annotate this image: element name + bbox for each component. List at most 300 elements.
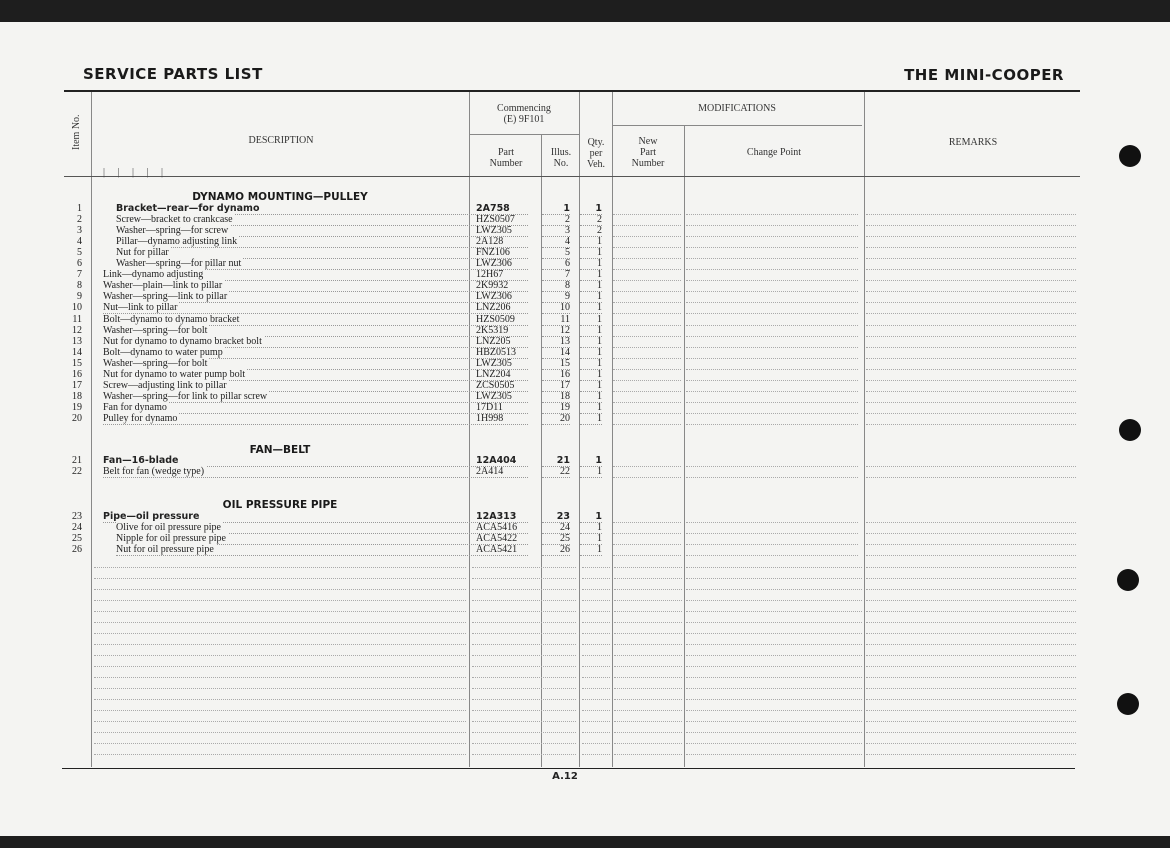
part-description: Olive for oil pressure pipe	[116, 522, 528, 534]
part-number: LNZ204	[476, 368, 511, 380]
table-row	[60, 380, 1080, 391]
table-row	[60, 533, 1080, 544]
part-number: LWZ305	[476, 390, 512, 402]
table-row	[60, 302, 1080, 313]
part-description: Washer—spring—for bolt	[103, 325, 528, 337]
blank-ruled-line	[472, 611, 576, 613]
new-part-number-cell	[613, 466, 681, 478]
part-description: Washer—plain—link to pillar	[103, 280, 528, 292]
blank-ruled-line	[94, 622, 466, 624]
header-bottom-rule	[64, 176, 1080, 177]
part-number: ZCS0505	[476, 379, 515, 391]
item-number: 19	[72, 401, 82, 413]
blank-ruled-line	[686, 699, 862, 701]
blank-ruled-line	[472, 578, 576, 580]
table-row	[60, 203, 1080, 214]
blank-ruled-line	[866, 600, 1076, 602]
column-divider	[579, 92, 580, 767]
blank-ruled-line	[614, 721, 682, 723]
blank-ruled-line	[686, 754, 862, 756]
part-number: LWZ306	[476, 291, 512, 303]
item-number: 15	[72, 357, 82, 369]
part-description: Screw—bracket to crankcase	[116, 214, 528, 226]
illus-number: 1	[542, 203, 570, 215]
blank-ruled-line	[686, 710, 862, 712]
blank-ruled-line	[866, 732, 1076, 734]
blank-ruled-line	[582, 732, 610, 734]
blank-ruled-line	[472, 710, 576, 712]
part-number: ACA5421	[476, 544, 518, 556]
scan-bottom-border	[0, 836, 1170, 848]
section-title: OIL PRESSURE PIPE	[222, 499, 338, 511]
item-number: 9	[77, 291, 82, 303]
blank-ruled-line	[614, 578, 682, 580]
blank-ruled-line	[866, 699, 1076, 701]
part-number: 12A313	[476, 511, 517, 522]
table-row	[60, 369, 1080, 380]
blank-ruled-line	[582, 666, 610, 668]
blank-ruled-line	[582, 622, 610, 624]
blank-ruled-line	[582, 677, 610, 679]
blank-ruled-line	[582, 589, 610, 591]
part-number: LWZ306	[476, 258, 512, 270]
table-row	[60, 214, 1080, 225]
column-divider	[469, 92, 470, 767]
blank-ruled-line	[472, 600, 576, 602]
part-number: 2A758	[476, 203, 510, 214]
part-number: 2A414	[476, 466, 504, 478]
quantity: 1	[580, 369, 602, 381]
part-description: Screw—adjusting link to pillar	[103, 380, 528, 392]
quantity: 1	[580, 236, 602, 248]
blank-ruled-line	[94, 688, 466, 690]
part-number: HBZ0513	[476, 346, 516, 358]
blank-ruled-line	[94, 677, 466, 679]
part-description: Washer—spring—for screw	[116, 225, 528, 237]
blank-ruled-line	[614, 710, 682, 712]
column-divider	[612, 92, 613, 767]
blank-ruled-line	[94, 754, 466, 756]
illus-number: 6	[542, 258, 570, 270]
part-description: Washer—spring—for link to pillar screw	[103, 391, 528, 403]
illus-number: 15	[542, 358, 570, 370]
blank-ruled-line	[94, 732, 466, 734]
illus-number: 21	[542, 455, 570, 467]
quantity: 1	[580, 358, 602, 370]
blank-ruled-line	[614, 589, 682, 591]
blank-ruled-line	[686, 666, 862, 668]
scan-top-border	[0, 0, 1170, 22]
blank-ruled-line	[614, 655, 682, 657]
blank-ruled-line	[686, 743, 862, 745]
blank-ruled-line	[866, 677, 1076, 679]
table-row	[60, 544, 1080, 555]
header-left-title: SERVICE PARTS LIST	[83, 65, 263, 83]
new-part-number-cell	[613, 544, 681, 556]
blank-ruled-line	[472, 688, 576, 690]
part-description: Link—dynamo adjusting	[103, 269, 528, 281]
table-row	[60, 247, 1080, 258]
blank-ruled-line	[866, 743, 1076, 745]
blank-ruled-line	[472, 589, 576, 591]
item-number: 17	[72, 379, 82, 391]
blank-ruled-line	[582, 644, 610, 646]
column-divider	[864, 92, 865, 767]
illus-number: 5	[542, 247, 570, 259]
table-row	[60, 325, 1080, 336]
page-number: A.12	[552, 771, 578, 782]
quantity: 2	[580, 225, 602, 237]
description-header: DESCRIPTION	[248, 135, 314, 146]
illus-number: 8	[542, 280, 570, 292]
blank-ruled-line	[866, 666, 1076, 668]
blank-ruled-line	[866, 688, 1076, 690]
part-number: LWZ305	[476, 225, 512, 237]
blank-ruled-line	[614, 677, 682, 679]
blank-ruled-line	[614, 611, 682, 613]
binder-hole	[1117, 569, 1139, 591]
blank-ruled-line	[614, 688, 682, 690]
modifications-divider	[612, 125, 862, 126]
illus-number: 11	[542, 314, 570, 326]
quantity: 1	[580, 533, 602, 545]
change-point-cell	[686, 544, 858, 556]
item-number: 24	[72, 522, 82, 534]
blank-ruled-line	[614, 567, 682, 569]
part-description: Bolt—dynamo to water pump	[103, 347, 528, 359]
blank-ruled-line	[614, 633, 682, 635]
change-point-header: Change Point	[746, 147, 802, 158]
blank-ruled-line	[472, 677, 576, 679]
item-number: 6	[77, 258, 82, 270]
part-number: 1H998	[476, 412, 504, 424]
item-number: 21	[72, 455, 82, 466]
blank-ruled-line	[472, 732, 576, 734]
part-number: 2A128	[476, 236, 504, 248]
change-point-cell	[686, 413, 858, 425]
blank-ruled-line	[472, 721, 576, 723]
blank-ruled-line	[614, 644, 682, 646]
illus-number: 17	[542, 380, 570, 392]
blank-ruled-line	[686, 578, 862, 580]
table-row	[60, 402, 1080, 413]
blank-ruled-line	[94, 721, 466, 723]
blank-ruled-line	[94, 633, 466, 635]
footer-rule	[62, 768, 1075, 769]
illus-number: 10	[542, 302, 570, 314]
illus-number: 18	[542, 391, 570, 403]
section-title: FAN—BELT	[249, 444, 311, 456]
illus-number: 13	[542, 336, 570, 348]
quantity: 1	[580, 413, 602, 425]
blank-ruled-line	[94, 655, 466, 657]
blank-ruled-line	[472, 666, 576, 668]
item-number: 23	[72, 511, 82, 522]
item-number: 25	[72, 533, 82, 545]
blank-ruled-line	[472, 567, 576, 569]
illus-number: 23	[542, 511, 570, 523]
part-number: HZS0509	[476, 313, 515, 325]
blank-ruled-line	[866, 754, 1076, 756]
header-right-title: THE MINI-COOPER	[904, 66, 1064, 84]
part-number: 12A404	[476, 455, 517, 466]
part-description: Pipe—oil pressure	[103, 511, 528, 523]
blank-ruled-line	[582, 655, 610, 657]
part-number: HZS0507	[476, 214, 515, 226]
blank-ruled-line	[614, 699, 682, 701]
table-row	[60, 455, 1080, 466]
quantity: 1	[580, 391, 602, 403]
remarks-header: REMARKS	[948, 137, 998, 148]
blank-ruled-line	[582, 633, 610, 635]
table-row	[60, 413, 1080, 424]
blank-ruled-line	[614, 743, 682, 745]
quantity: 1	[580, 402, 602, 414]
blank-ruled-line	[94, 589, 466, 591]
blank-ruled-line	[866, 622, 1076, 624]
part-description: Nipple for oil pressure pipe	[116, 533, 528, 545]
illus-number: 14	[542, 347, 570, 359]
part-number: LNZ206	[476, 302, 511, 314]
blank-ruled-line	[866, 578, 1076, 580]
illus-number: 7	[542, 269, 570, 281]
modifications-header: MODIFICATIONS	[698, 103, 776, 114]
quantity: 1	[580, 336, 602, 348]
illus-number: 26	[542, 544, 570, 556]
part-description: Nut for pillar	[116, 247, 528, 259]
change-point-cell	[686, 466, 858, 478]
commencing-header: Commencing (E) 9F101	[497, 103, 551, 125]
part-description: Bracket—rear—for dynamo	[116, 203, 528, 215]
blank-ruled-line	[686, 622, 862, 624]
illus-number: 22	[542, 466, 570, 478]
quantity: 1	[580, 347, 602, 359]
part-description: Belt for fan (wedge type)	[103, 466, 528, 478]
quantity: 1	[580, 258, 602, 270]
blank-ruled-line	[866, 655, 1076, 657]
blank-ruled-line	[866, 710, 1076, 712]
blank-ruled-line	[686, 633, 862, 635]
blank-ruled-line	[686, 721, 862, 723]
blank-ruled-line	[866, 589, 1076, 591]
blank-ruled-line	[582, 600, 610, 602]
remarks-cell	[866, 466, 1076, 478]
part-description: Washer—spring—for bolt	[103, 358, 528, 370]
part-description: Fan—16-blade	[103, 455, 528, 467]
illus-number: 24	[542, 522, 570, 534]
table-row	[60, 280, 1080, 291]
remarks-cell	[866, 544, 1076, 556]
blank-ruled-line	[614, 622, 682, 624]
part-number: 17D11	[476, 401, 503, 413]
quantity: 1	[580, 325, 602, 337]
illus-number: 9	[542, 291, 570, 303]
remarks-cell	[866, 413, 1076, 425]
new-part-number-cell	[613, 413, 681, 425]
part-number-header: Part Number	[489, 147, 523, 169]
quantity: 1	[580, 455, 602, 467]
quantity: 1	[580, 302, 602, 314]
blank-ruled-line	[94, 578, 466, 580]
table-row	[60, 236, 1080, 247]
blank-ruled-line	[866, 567, 1076, 569]
illus-number: 3	[542, 225, 570, 237]
illus-number: 4	[542, 236, 570, 248]
blank-ruled-line	[472, 644, 576, 646]
blank-ruled-line	[94, 666, 466, 668]
table-row	[60, 258, 1080, 269]
table-row	[60, 269, 1080, 280]
blank-ruled-line	[582, 611, 610, 613]
quantity: 1	[580, 380, 602, 392]
blank-ruled-line	[94, 699, 466, 701]
item-number: 16	[72, 368, 82, 380]
table-row	[60, 466, 1080, 477]
quantity: 1	[580, 314, 602, 326]
blank-ruled-line	[686, 589, 862, 591]
blank-ruled-line	[866, 611, 1076, 613]
section-title: DYNAMO MOUNTING—PULLEY	[192, 191, 368, 203]
item-number: 26	[72, 544, 82, 556]
blank-ruled-line	[614, 600, 682, 602]
item-number: 4	[77, 236, 82, 248]
blank-ruled-line	[866, 644, 1076, 646]
blank-ruled-line	[472, 633, 576, 635]
blank-ruled-line	[472, 699, 576, 701]
table-row	[60, 511, 1080, 522]
blank-ruled-line	[686, 644, 862, 646]
part-number: 2K5319	[476, 324, 509, 336]
part-number: LNZ205	[476, 335, 511, 347]
illus-number: 25	[542, 533, 570, 545]
part-description: Washer—spring—for pillar nut	[116, 258, 528, 270]
blank-ruled-line	[472, 754, 576, 756]
blank-ruled-line	[472, 743, 576, 745]
indent-ticks: | | | | |	[103, 167, 169, 178]
binder-hole	[1119, 419, 1141, 441]
table-row	[60, 391, 1080, 402]
part-number: ACA5422	[476, 533, 518, 545]
blank-ruled-line	[472, 622, 576, 624]
part-number: FNZ106	[476, 247, 510, 259]
table-row	[60, 225, 1080, 236]
part-description: Fan for dynamo	[103, 402, 528, 414]
quantity: 1	[580, 291, 602, 303]
item-no-header: Item No.	[71, 114, 82, 150]
item-number: 1	[77, 203, 82, 214]
part-description: Nut—link to pillar	[103, 302, 528, 314]
blank-ruled-line	[686, 732, 862, 734]
illus-number: 20	[542, 413, 570, 425]
item-number: 3	[77, 225, 82, 237]
blank-ruled-line	[686, 688, 862, 690]
blank-ruled-line	[866, 633, 1076, 635]
blank-ruled-line	[686, 655, 862, 657]
part-number: 12H67	[476, 269, 504, 281]
part-number: LWZ305	[476, 357, 512, 369]
part-description: Nut for oil pressure pipe	[116, 544, 528, 556]
item-number: 20	[72, 412, 82, 424]
item-number: 11	[72, 313, 82, 325]
blank-ruled-line	[94, 611, 466, 613]
blank-ruled-line	[686, 567, 862, 569]
table-row	[60, 358, 1080, 369]
blank-ruled-line	[866, 721, 1076, 723]
blank-ruled-line	[94, 567, 466, 569]
quantity: 1	[580, 280, 602, 292]
item-number: 13	[72, 335, 82, 347]
blank-ruled-line	[686, 677, 862, 679]
new-part-number-header: New Part Number	[631, 136, 665, 169]
header-rule	[64, 90, 1080, 92]
blank-ruled-line	[582, 688, 610, 690]
qty-header: Qty. per Veh.	[586, 137, 606, 170]
blank-ruled-line	[582, 578, 610, 580]
quantity: 1	[580, 522, 602, 534]
blank-ruled-line	[582, 721, 610, 723]
blank-ruled-line	[582, 699, 610, 701]
quantity: 1	[580, 511, 602, 523]
illus-no-header: Illus. No.	[550, 147, 572, 169]
illus-number: 16	[542, 369, 570, 381]
table-row	[60, 522, 1080, 533]
blank-ruled-line	[582, 743, 610, 745]
table-row	[60, 347, 1080, 358]
illus-number: 2	[542, 214, 570, 226]
item-number: 5	[77, 247, 82, 259]
blank-ruled-line	[472, 655, 576, 657]
item-number: 2	[77, 214, 82, 226]
part-description: Nut for dynamo to dynamo bracket bolt	[103, 336, 528, 348]
part-description: Pillar—dynamo adjusting link	[116, 236, 528, 248]
blank-ruled-line	[582, 710, 610, 712]
blank-ruled-line	[94, 600, 466, 602]
part-description: Pulley for dynamo	[103, 413, 528, 425]
item-number: 18	[72, 390, 82, 402]
item-number: 14	[72, 346, 82, 358]
part-description: Washer—spring—link to pillar	[103, 291, 528, 303]
table-row	[60, 314, 1080, 325]
blank-ruled-line	[582, 754, 610, 756]
item-number: 22	[72, 466, 82, 478]
part-description: Bolt—dynamo to dynamo bracket	[103, 314, 528, 326]
quantity: 2	[580, 214, 602, 226]
blank-ruled-line	[614, 732, 682, 734]
part-description: Nut for dynamo to water pump bolt	[103, 369, 528, 381]
quantity: 1	[580, 269, 602, 281]
part-number: 2K9932	[476, 280, 509, 292]
blank-ruled-line	[94, 743, 466, 745]
item-number: 7	[77, 269, 82, 281]
binder-hole	[1117, 693, 1139, 715]
blank-ruled-line	[686, 600, 862, 602]
commencing-divider	[470, 134, 580, 135]
quantity: 1	[580, 247, 602, 259]
quantity: 1	[580, 544, 602, 556]
blank-ruled-line	[686, 611, 862, 613]
part-number: ACA5416	[476, 522, 518, 534]
blank-ruled-line	[614, 666, 682, 668]
quantity: 1	[580, 466, 602, 478]
illus-number: 19	[542, 402, 570, 414]
quantity: 1	[580, 203, 602, 215]
blank-ruled-line	[94, 644, 466, 646]
blank-ruled-line	[582, 567, 610, 569]
binder-hole	[1119, 145, 1141, 167]
item-number: 8	[77, 280, 82, 292]
illus-number: 12	[542, 325, 570, 337]
blank-ruled-line	[614, 754, 682, 756]
